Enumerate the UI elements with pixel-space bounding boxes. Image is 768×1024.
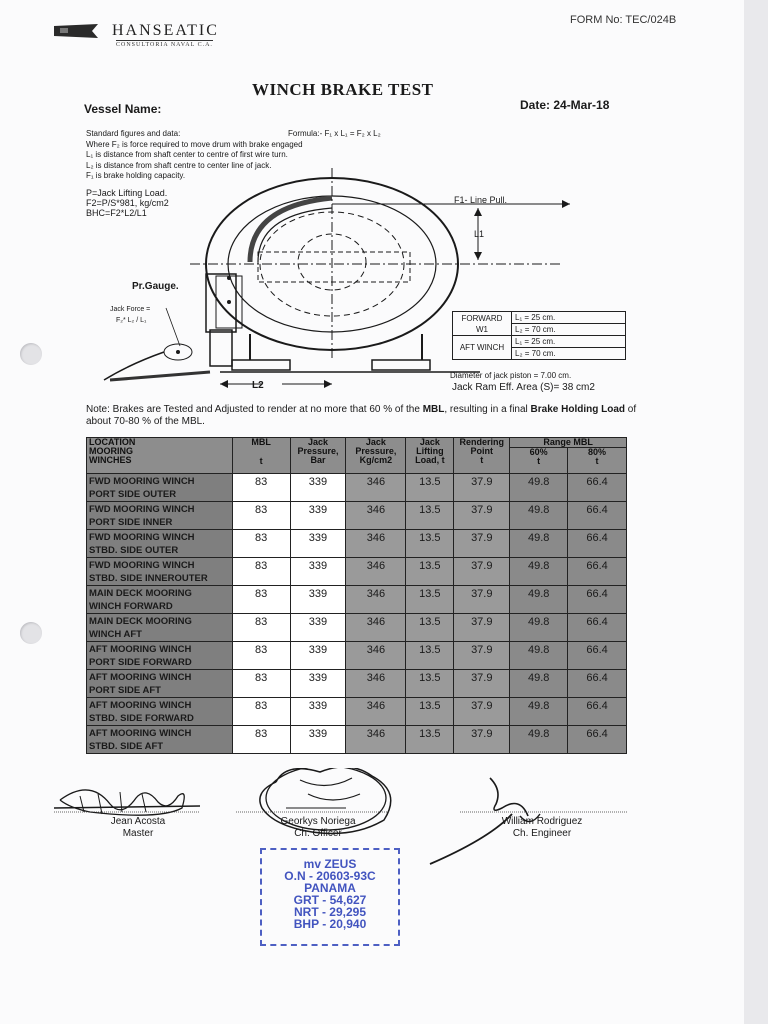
cell-jack-lifting-load: 13.5 (406, 670, 454, 698)
header-text: t (595, 456, 599, 466)
cell-range-80: 66.4 (568, 670, 627, 698)
cell-jack-pressure-bar: 339 (290, 558, 346, 586)
header-text: 80% (588, 447, 607, 457)
cell-rendering-point: 37.9 (454, 698, 510, 726)
l2-arrowhead (324, 380, 332, 388)
signature-name: Jean Acosta (110, 816, 166, 827)
cell-jack-lifting-load: 13.5 (406, 502, 454, 530)
winch-test-table (86, 437, 627, 754)
location-text: PORT SIDE INNER (89, 516, 173, 528)
cell-range-80: 66.4 (568, 586, 627, 614)
location-text: AFT MOORING WINCH (89, 671, 192, 683)
col-jack-pressure-kg (346, 438, 406, 474)
cell-jack-pressure-bar: 339 (290, 726, 346, 754)
lengths-table (452, 311, 626, 360)
cell-jack-pressure-kg: 346 (346, 530, 406, 558)
header-text: Point (470, 446, 494, 456)
location-text: MAIN DECK MOORING (89, 615, 192, 627)
location-text: FWD MOORING WINCH (89, 559, 195, 571)
location-text: STBD. SIDE AFT (89, 740, 164, 752)
location-text: AFT MOORING WINCH (89, 643, 192, 655)
header-text: 60% (529, 447, 548, 457)
location-text: MAIN DECK MOORING (89, 587, 192, 599)
l1-label: L1 (474, 229, 485, 239)
cell-mbl: 83 (232, 698, 290, 726)
header-text: Kg/cm2 (359, 455, 393, 465)
cell-rendering-point: 37.9 (454, 502, 510, 530)
gauge-point (227, 276, 231, 280)
cell-rendering-point: 37.9 (454, 530, 510, 558)
table-row (87, 614, 627, 642)
test-note (86, 404, 646, 428)
cell-mbl: 83 (232, 670, 290, 698)
cell-range-80: 66.4 (568, 502, 627, 530)
company-subtitle: CONSULTORIA NAVAL C.A. (116, 42, 213, 48)
location-text: STBD. SIDE INNEROUTER (89, 572, 208, 584)
cell-range-60: 49.8 (510, 670, 568, 698)
signature-master (88, 816, 188, 840)
stamp-line: mv ZEUS (303, 857, 357, 871)
cell-jack-pressure-bar: 339 (290, 586, 346, 614)
cell-range-60: 49.8 (510, 502, 568, 530)
cell-location (87, 614, 233, 642)
location-text: FWD MOORING WINCH (89, 531, 195, 543)
table-row (87, 586, 627, 614)
signature-chief-officer (258, 816, 378, 840)
location-text: FWD MOORING WINCH (89, 475, 195, 487)
cell-rendering-point: 37.9 (454, 642, 510, 670)
header-text: Lifting (416, 446, 444, 456)
header-row (87, 438, 627, 448)
line-pull-label: F1- Line Pull. (454, 195, 508, 205)
col-jack-lifting-load (406, 438, 454, 474)
cell-jack-pressure-bar: 339 (290, 502, 346, 530)
cell-range-60: 49.8 (510, 698, 568, 726)
cell-rendering-point: 37.9 (454, 614, 510, 642)
cell-jack-lifting-load: 13.5 (406, 614, 454, 642)
cell-mbl: 83 (232, 530, 290, 558)
l1-arrowhead (474, 208, 482, 216)
signature-role: Ch. Officer (294, 828, 342, 839)
cell-jack-pressure-kg: 346 (346, 558, 406, 586)
cell-range-60: 49.8 (510, 586, 568, 614)
standard-line: L₂ is distance from shaft centre to center line of jack. (86, 160, 272, 170)
header-text: Bar (310, 455, 326, 465)
cell-jack-pressure-kg: 346 (346, 502, 406, 530)
cell-rendering-point: 37.9 (454, 558, 510, 586)
cell-range-80: 66.4 (568, 530, 627, 558)
standard-line: F₁ is brake holding capacity. (86, 171, 186, 180)
cell-jack-pressure-bar: 339 (290, 670, 346, 698)
aft-l2: L₂ = 70 cm. (512, 348, 626, 360)
cell-rendering-point: 37.9 (454, 726, 510, 754)
header-text: t (480, 455, 484, 465)
table-row (87, 642, 627, 670)
gauge-point (176, 350, 180, 354)
company-flag-logo (52, 22, 100, 40)
header-text: Rendering (459, 437, 505, 447)
cell-jack-pressure-kg: 346 (346, 614, 406, 642)
col-range-60 (510, 448, 568, 474)
header-text: MBL (251, 437, 271, 447)
signature-role: Ch. Engineer (512, 828, 572, 839)
cell-location (87, 642, 233, 670)
standard-line: Where F₂ is force required to move drum with brake engaged (86, 139, 303, 149)
aft-winch-label: AFT WINCH (453, 336, 512, 360)
header-text: Jack (365, 437, 386, 447)
cell-mbl: 83 (232, 642, 290, 670)
location-text: AFT MOORING WINCH (89, 699, 192, 711)
signature-name: William Rodriguez (501, 816, 583, 827)
header-text: Pressure, (355, 446, 397, 456)
cell-mbl: 83 (232, 726, 290, 754)
location-text: AFT MOORING WINCH (89, 727, 192, 739)
cell-mbl: 83 (232, 614, 290, 642)
equation-line: F2=P/S*981, kg/cm2 (86, 198, 169, 208)
cell-range-80: 66.4 (568, 642, 627, 670)
stamp-line: PANAMA (304, 881, 356, 895)
cell-range-60: 49.8 (510, 614, 568, 642)
cell-range-80: 66.4 (568, 726, 627, 754)
cell-jack-pressure-bar: 339 (290, 698, 346, 726)
cell-jack-pressure-bar: 339 (290, 530, 346, 558)
aft-l1: L₁ = 25 cm. (512, 336, 626, 348)
cell-rendering-point: 37.9 (454, 670, 510, 698)
cell-jack-pressure-kg: 346 (346, 726, 406, 754)
cell-jack-pressure-bar: 339 (290, 474, 346, 502)
jack-force-label: Jack Force = (110, 306, 151, 313)
standard-line: L₁ is distance from shaft center to centre of first wire turn. (86, 150, 288, 159)
cell-location (87, 670, 233, 698)
location-text: PORT SIDE AFT (89, 684, 161, 696)
cell-range-60: 49.8 (510, 530, 568, 558)
location-text: STBD. SIDE FORWARD (89, 712, 194, 724)
cell-location (87, 558, 233, 586)
line-pull-arrowhead (562, 200, 570, 208)
cell-range-60: 49.8 (510, 474, 568, 502)
signature-chief-engineer (482, 816, 602, 840)
cell-location (87, 502, 233, 530)
stamp-line: NRT - 29,295 (293, 905, 367, 919)
col-mbl (232, 438, 290, 474)
location-text: WINCH FORWARD (89, 600, 173, 612)
stamp-line: BHP - 20,940 (293, 917, 367, 931)
gauge-point (227, 300, 231, 304)
cell-range-60: 49.8 (510, 642, 568, 670)
signature-role: Master (122, 828, 154, 839)
cell-jack-pressure-kg: 346 (346, 698, 406, 726)
cell-jack-pressure-kg: 346 (346, 586, 406, 614)
header-text: Jack (307, 437, 328, 447)
location-text: WINCH AFT (89, 628, 142, 640)
cell-jack-pressure-bar: 339 (290, 642, 346, 670)
cell-location (87, 586, 233, 614)
col-rendering-point (454, 438, 510, 474)
company-name: HANSEATIC (112, 22, 219, 39)
cell-jack-lifting-load: 13.5 (406, 698, 454, 726)
table-row (87, 474, 627, 502)
forward-l2: L₂ = 70 cm. (512, 324, 626, 336)
cell-location (87, 698, 233, 726)
table-row (87, 670, 627, 698)
header-text: Jack (419, 437, 440, 447)
signature-name: Georkys Noriega (280, 816, 356, 827)
formula: Formula:- F₁ x L₁ = F₂ x L₂ (288, 129, 381, 138)
col-range-mbl: Range MBL (510, 438, 627, 448)
vessel-name-label: Vessel Name: (84, 102, 162, 116)
header-text: WINCHES (89, 455, 132, 465)
header-text: t (537, 456, 541, 466)
ram-area: Jack Ram Eff. Area (S)= 38 cm2 (452, 382, 595, 393)
location-text: FWD MOORING WINCH (89, 503, 195, 515)
jack-force-formula: F₂* L₂ / L₁ (116, 317, 147, 324)
stamp-line: O.N - 20603-93C (284, 869, 376, 883)
cell-range-60: 49.8 (510, 726, 568, 754)
test-date: Date: 24-Mar-18 (520, 98, 610, 112)
cell-jack-pressure-kg: 346 (346, 642, 406, 670)
standard-heading: Standard figures and data: (86, 129, 181, 138)
cell-mbl: 83 (232, 586, 290, 614)
page-edge (744, 0, 768, 1024)
cell-range-80: 66.4 (568, 698, 627, 726)
cell-rendering-point: 37.9 (454, 586, 510, 614)
cell-mbl: 83 (232, 474, 290, 502)
l2-label: L2 (252, 380, 264, 391)
cell-range-80: 66.4 (568, 474, 627, 502)
cell-jack-pressure-kg: 346 (346, 670, 406, 698)
cell-range-60: 49.8 (510, 558, 568, 586)
equation-line: BHC=F2*L2/L1 (86, 208, 147, 218)
cell-jack-lifting-load: 13.5 (406, 726, 454, 754)
header-text: MOORING (89, 446, 133, 456)
note-text: Note: Brakes are Tested and Adjusted to render at no more that 60 % of the (86, 404, 423, 415)
cell-location (87, 474, 233, 502)
table-row (87, 698, 627, 726)
vessel-stamp (260, 848, 400, 946)
page-title: WINCH BRAKE TEST (252, 80, 434, 99)
note-brake-holding-load: Brake Holding Load (530, 404, 625, 415)
pressure-gauge-label: Pr.Gauge. (132, 281, 179, 292)
col-location (87, 438, 233, 474)
cell-jack-lifting-load: 13.5 (406, 558, 454, 586)
col-jack-pressure-bar (290, 438, 346, 474)
col-range-80 (568, 448, 627, 474)
note-mbl: MBL (422, 404, 445, 415)
cell-jack-lifting-load: 13.5 (406, 530, 454, 558)
cell-mbl: 83 (232, 502, 290, 530)
l1-arrowhead (474, 252, 482, 260)
cell-location (87, 530, 233, 558)
cell-mbl: 83 (232, 558, 290, 586)
location-text: PORT SIDE OUTER (89, 488, 177, 500)
header-text: Pressure, (297, 446, 339, 456)
table-row (87, 502, 627, 530)
header-text: LOCATION (89, 437, 136, 447)
punch-hole (20, 622, 42, 644)
cell-jack-lifting-load: 13.5 (406, 586, 454, 614)
piston-diameter: Diameter of jack piston = 7.00 cm. (450, 371, 572, 380)
l2-arrowhead (220, 380, 228, 388)
cell-range-80: 66.4 (568, 558, 627, 586)
header-text: t (259, 456, 263, 466)
note-text: , resulting in a final (444, 404, 531, 415)
punch-hole (20, 343, 42, 365)
location-text: STBD. SIDE OUTER (89, 544, 179, 556)
table-row (87, 558, 627, 586)
cell-range-80: 66.4 (568, 614, 627, 642)
form-number: FORM No: TEC/024B (570, 14, 677, 26)
header-text: Load, t (415, 455, 445, 465)
location-text: PORT SIDE FORWARD (89, 656, 192, 668)
cell-location (87, 726, 233, 754)
cell-jack-pressure-bar: 339 (290, 614, 346, 642)
forward-winch-label: FORWARD W1 (453, 312, 512, 336)
lengths-row-aft (453, 336, 626, 348)
equation-line: P=Jack Lifting Load. (86, 188, 168, 198)
cell-jack-pressure-kg: 346 (346, 474, 406, 502)
stamp-line: GRT - 54,627 (293, 893, 367, 907)
cell-rendering-point: 37.9 (454, 474, 510, 502)
note-text: of about 70-80 % of the MBL. (86, 404, 637, 427)
cell-jack-lifting-load: 13.5 (406, 642, 454, 670)
table-row (87, 726, 627, 754)
lengths-row-forward (453, 312, 626, 324)
cell-jack-lifting-load: 13.5 (406, 474, 454, 502)
table-row (87, 530, 627, 558)
forward-l1: L₁ = 25 cm. (512, 312, 626, 324)
